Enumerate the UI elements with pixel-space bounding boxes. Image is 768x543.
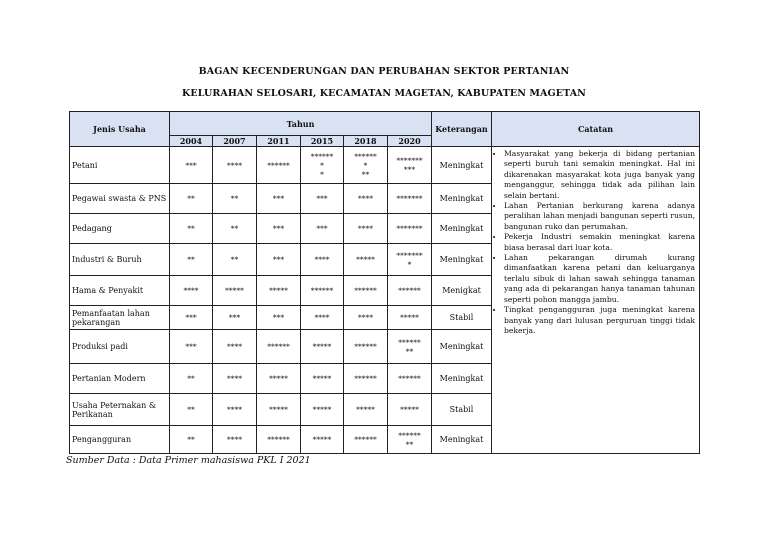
rating-cell: *****: [257, 276, 301, 306]
rating-cell: *****: [388, 306, 432, 330]
rating-cell: ***: [301, 184, 344, 214]
year-header: 2007: [213, 136, 257, 147]
rating-cell: ****: [301, 306, 344, 330]
rating-cell: **: [170, 244, 213, 276]
year-header: 2004: [170, 136, 213, 147]
keterangan-cell: Meningkat: [432, 214, 492, 244]
keterangan-cell: Menigkat: [432, 276, 492, 306]
rating-cell: *****: [301, 394, 344, 426]
rating-cell: **: [170, 184, 213, 214]
rating-cell: ******* ***: [388, 147, 432, 184]
keterangan-cell: Meningkat: [432, 147, 492, 184]
rating-cell: ****: [301, 244, 344, 276]
rating-cell: **: [213, 214, 257, 244]
rating-cell: ****** * **: [344, 147, 388, 184]
rating-cell: **: [213, 184, 257, 214]
rating-cell: *****: [301, 426, 344, 454]
rating-cell: ******: [257, 147, 301, 184]
year-header: 2015: [301, 136, 344, 147]
note-item: • Tingkat pengangguran juga meningkat karena banyak yang dari lulusan perguruan tinggi tidak bekerja.: [504, 305, 695, 336]
rating-cell: ***: [257, 306, 301, 330]
year-header: 2018: [344, 136, 388, 147]
source-caption: Sumber Data : Data Primer mahasiswa PKL I 2021: [66, 455, 311, 466]
note-item: • Lahan Pertanian berkurang karena adanya peralihan lahan menjadi bangunan seperti rusun, bangunan ruko dan perumahan.: [504, 201, 695, 232]
rating-cell: *****: [344, 244, 388, 276]
keterangan-cell: Meningkat: [432, 364, 492, 394]
rating-cell: ****: [213, 426, 257, 454]
rating-cell: ******: [257, 426, 301, 454]
rating-cell: ***: [301, 214, 344, 244]
rating-cell: *****: [301, 364, 344, 394]
rating-cell: *****: [257, 364, 301, 394]
header-catatan: Catatan: [492, 112, 700, 147]
row-label: Industri & Buruh: [70, 244, 170, 276]
keterangan-cell: Meningkat: [432, 184, 492, 214]
keterangan-cell: Meningkat: [432, 330, 492, 364]
row-label: Pegawai swasta & PNS: [70, 184, 170, 214]
rating-cell: ***: [170, 330, 213, 364]
rating-cell: ******: [388, 276, 432, 306]
rating-cell: ****** * *: [301, 147, 344, 184]
rating-cell: ******: [344, 330, 388, 364]
rating-cell: ******: [344, 364, 388, 394]
rating-cell: **: [170, 214, 213, 244]
rating-cell: *******: [388, 214, 432, 244]
year-header: 2011: [257, 136, 301, 147]
rating-cell: **: [170, 426, 213, 454]
document-title: BAGAN KECENDERUNGAN DAN PERUBAHAN SEKTOR PERTANIAN: [198, 66, 570, 77]
header-tahun: Tahun: [170, 112, 432, 136]
keterangan-cell: Meningkat: [432, 244, 492, 276]
rating-cell: **: [170, 364, 213, 394]
row-label: Produksi padi: [70, 330, 170, 364]
notes-list: [494, 149, 695, 336]
rating-cell: ******* *: [388, 244, 432, 276]
rating-cell: *******: [388, 184, 432, 214]
rating-cell: *****: [388, 394, 432, 426]
row-label: Hama & Penyakit: [70, 276, 170, 306]
row-label: Petani: [70, 147, 170, 184]
rating-cell: ****** **: [388, 330, 432, 364]
rating-cell: ******: [257, 330, 301, 364]
note-item: • Pekerja Industri semakin meningkat karena biasa berasal dari luar kota.: [504, 232, 695, 253]
rating-cell: ******: [344, 426, 388, 454]
row-label: Pedagang: [70, 214, 170, 244]
rating-cell: **: [170, 394, 213, 426]
rating-cell: *****: [344, 394, 388, 426]
row-label: Pemanfaatan lahan pekarangan: [70, 306, 170, 330]
rating-cell: **: [213, 244, 257, 276]
keterangan-cell: Meningkat: [432, 426, 492, 454]
document-subtitle: KELURAHAN SELOSARI, KECAMATAN MAGETAN, KABUPATEN MAGETAN: [182, 88, 586, 99]
rating-cell: ******: [388, 364, 432, 394]
rating-cell: ***: [257, 244, 301, 276]
row-label: Usaha Peternakan & Perikanan: [70, 394, 170, 426]
header-jenis-usaha: Jenis Usaha: [70, 112, 170, 147]
rating-cell: ***: [213, 306, 257, 330]
row-label: Pengangguran: [70, 426, 170, 454]
keterangan-cell: Stabil: [432, 306, 492, 330]
rating-cell: ****: [170, 276, 213, 306]
trend-table: [69, 111, 700, 454]
rating-cell: ***: [170, 306, 213, 330]
note-item: • Lahan pekarangan dirumah kurang dimanfaatkan karena petani dan keluarganya terlalu sibuk di lahan sawah sehingga tanaman yang ada di pekarangan hanya tanaman tahunan seperti pohon mangga jambu.: [504, 253, 695, 305]
rating-cell: *****: [257, 394, 301, 426]
rating-cell: ****: [213, 147, 257, 184]
rating-cell: *****: [301, 330, 344, 364]
rating-cell: ***: [170, 147, 213, 184]
keterangan-cell: Stabil: [432, 394, 492, 426]
rating-cell: ******: [301, 276, 344, 306]
rating-cell: ****: [344, 184, 388, 214]
rating-cell: ***: [257, 214, 301, 244]
row-label: Pertanian Modern: [70, 364, 170, 394]
year-header: 2020: [388, 136, 432, 147]
rating-cell: ***: [257, 184, 301, 214]
rating-cell: ****: [213, 364, 257, 394]
rating-cell: ****: [213, 394, 257, 426]
header-keterangan: Keterangan: [432, 112, 492, 147]
rating-cell: ****: [344, 214, 388, 244]
rating-cell: ****: [213, 330, 257, 364]
table-row: [70, 147, 700, 184]
rating-cell: ******: [344, 276, 388, 306]
note-item: • Masyarakat yang bekerja di bidang pertanian seperti buruh tani semakin meningkat. Hal ini dikarenakan masyarakat kota juga banyak yang menganggur, sehingga tidak ada pilihan lain selain bertani.: [504, 149, 695, 201]
rating-cell: *****: [213, 276, 257, 306]
rating-cell: ****** **: [388, 426, 432, 454]
catatan-cell: [492, 147, 700, 454]
rating-cell: ****: [344, 306, 388, 330]
